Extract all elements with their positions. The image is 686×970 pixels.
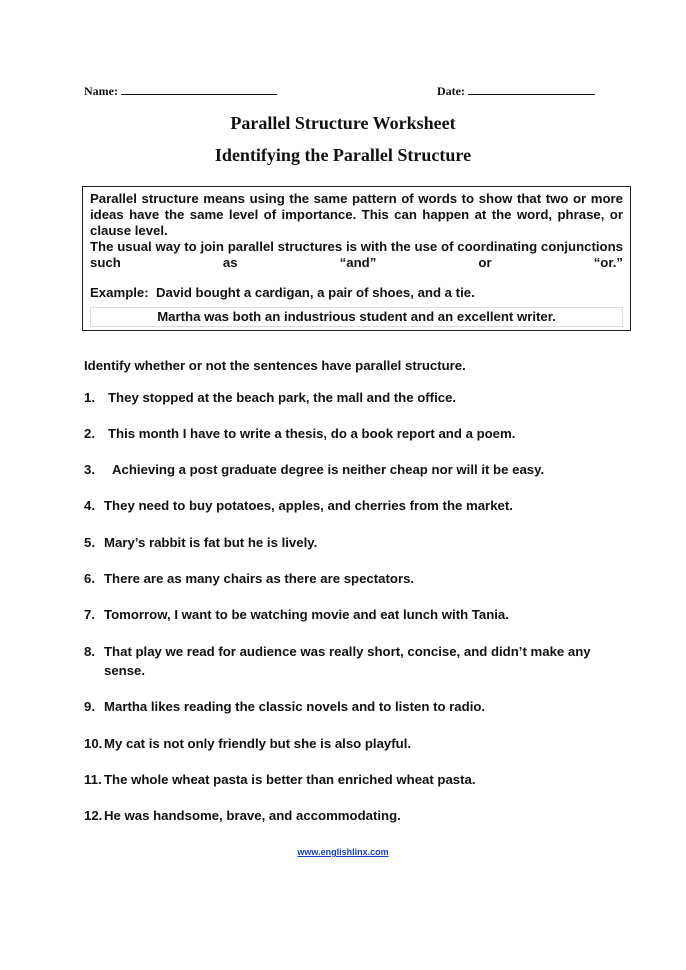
question-text: Martha likes reading the classic novels and to listen to radio. (104, 699, 486, 714)
question-item (84, 806, 401, 825)
question-text: The whole wheat pasta is better than enriched wheat pasta. (104, 772, 476, 787)
question-item (84, 734, 411, 753)
question-item (84, 642, 594, 680)
question-number: 10. (84, 736, 103, 751)
question-item (84, 460, 544, 479)
question-number: 12. (84, 808, 103, 823)
example-line (90, 285, 623, 301)
question-text: There are as many chairs as there are spectators. (104, 571, 415, 586)
question-item (84, 770, 476, 789)
question-text: This month I have to write a thesis, do a book report and a poem. (108, 426, 516, 441)
example-label: Example: (90, 285, 149, 300)
question-number: 8. (84, 644, 95, 659)
question-number: 5. (84, 535, 95, 550)
question-number: 11. (84, 772, 102, 787)
worksheet-title: Parallel Structure Worksheet (230, 113, 456, 133)
date-label: Date: (437, 84, 465, 98)
question-item (84, 697, 485, 716)
question-text: Achieving a post graduate degree is neither cheap nor will it be easy. (112, 462, 545, 477)
question-item (84, 424, 515, 443)
question-text: Mary’s rabbit is fat but he is lively. (104, 535, 318, 550)
question-number: 4. (84, 498, 95, 513)
question-number: 7. (84, 607, 95, 622)
question-item (84, 533, 317, 552)
worksheet-subtitle: Identifying the Parallel Structure (214, 145, 472, 165)
question-text: That play we read for audience was really short, concise, and didn’t make any sense. (104, 644, 591, 678)
question-text: My cat is not only friendly but she is also playful. (104, 736, 412, 751)
question-text: They stopped at the beach park, the mall and the office. (108, 390, 457, 405)
question-number: 3. (84, 462, 95, 477)
question-text: He was handsome, brave, and accommodating. (104, 808, 401, 823)
date-field[interactable] (437, 83, 595, 99)
instructions: Identify whether or not the sentences have parallel structure. (84, 358, 466, 373)
question-text: Tomorrow, I want to be watching movie and eat lunch with Tania. (104, 607, 509, 622)
example-2: Martha was both an industrious student and an excellent writer. (90, 307, 623, 327)
definition-box (82, 186, 631, 331)
conjunction-paragraph: The usual way to join parallel structures is with the use of coordinating conjunctions such as “and” or “or.” (90, 239, 623, 270)
question-item (84, 605, 509, 624)
question-number: 1. (84, 390, 95, 405)
name-blank[interactable] (121, 83, 277, 95)
example-1: David bought a cardigan, a pair of shoes, and a tie. (155, 285, 475, 300)
question-number: 2. (84, 426, 95, 441)
question-number: 9. (84, 699, 95, 714)
question-item (84, 569, 414, 588)
date-blank[interactable] (468, 83, 595, 95)
question-number: 6. (84, 571, 95, 586)
footer-link[interactable]: www.englishlinx.com (297, 847, 389, 857)
question-text: They need to buy potatoes, apples, and cherries from the market. (104, 498, 513, 513)
definition-paragraph: Parallel structure means using the same pattern of words to show that two or more ideas have the same level of importance. This can happen at the word, phrase, or clause level. (90, 191, 623, 238)
question-item (84, 388, 456, 407)
name-label: Name: (84, 84, 118, 98)
name-field[interactable] (84, 83, 277, 99)
question-item (84, 496, 513, 515)
